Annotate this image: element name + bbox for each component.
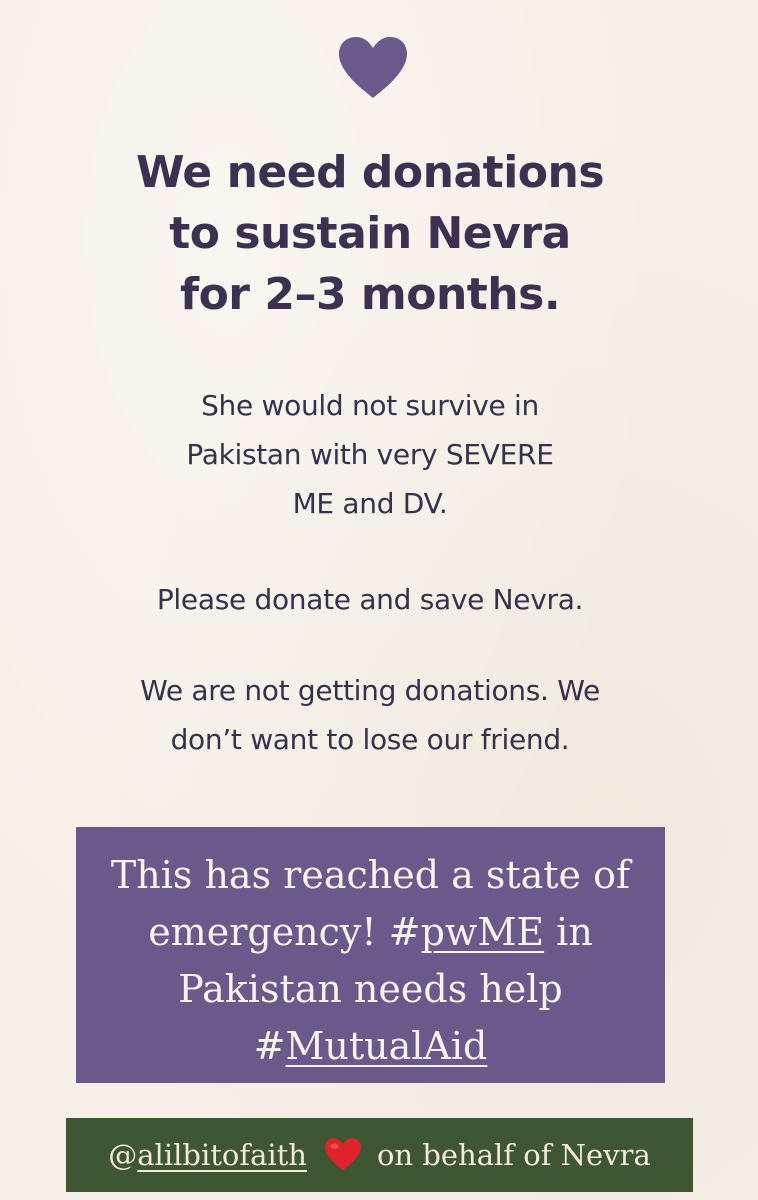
paragraph-line: ME and DV.: [292, 487, 448, 520]
sticker-line-1: This has reached a state of: [110, 853, 631, 897]
mention-link-handle[interactable]: alilbitofaith: [137, 1138, 307, 1172]
credit-suffix: on behalf of Nevra: [376, 1138, 651, 1172]
paragraph-survival: [60, 381, 680, 528]
paragraph-line: We are not getting donations. We: [140, 674, 600, 707]
credit-banner: [66, 1118, 693, 1192]
paragraph-line: Please donate and save Nevra.: [156, 583, 584, 616]
paragraph-line: Pakistan with very SEVERE: [186, 438, 554, 471]
hashtag-link-pwme[interactable]: pwME: [420, 910, 545, 954]
sticker-text: #: [253, 1024, 286, 1068]
mention-at: @: [108, 1138, 138, 1172]
paragraph-line: don’t want to lose our friend.: [170, 723, 570, 756]
paragraph-no-donations: [60, 666, 680, 764]
paragraph-line: She would not survive in: [201, 389, 539, 422]
emergency-text-sticker: [76, 827, 665, 1083]
sticker-line-3: Pakistan needs help: [178, 967, 563, 1011]
heart-icon: [335, 34, 411, 100]
paragraph-donate: [60, 575, 680, 624]
sticker-text: emergency! #: [148, 910, 421, 954]
headline-line-2: to sustain Nevra: [169, 208, 571, 259]
headline: [60, 142, 680, 325]
sticker-text: in: [544, 910, 593, 954]
sticker-line-2: [76, 904, 665, 961]
headline-line-1: We need donations: [135, 147, 605, 198]
headline-line-3: for 2–3 months.: [179, 269, 561, 320]
sticker-line-4: [76, 1018, 665, 1075]
hashtag-link-mutualaid[interactable]: MutualAid: [285, 1024, 488, 1068]
red-heart-emoji-icon: [323, 1136, 363, 1172]
